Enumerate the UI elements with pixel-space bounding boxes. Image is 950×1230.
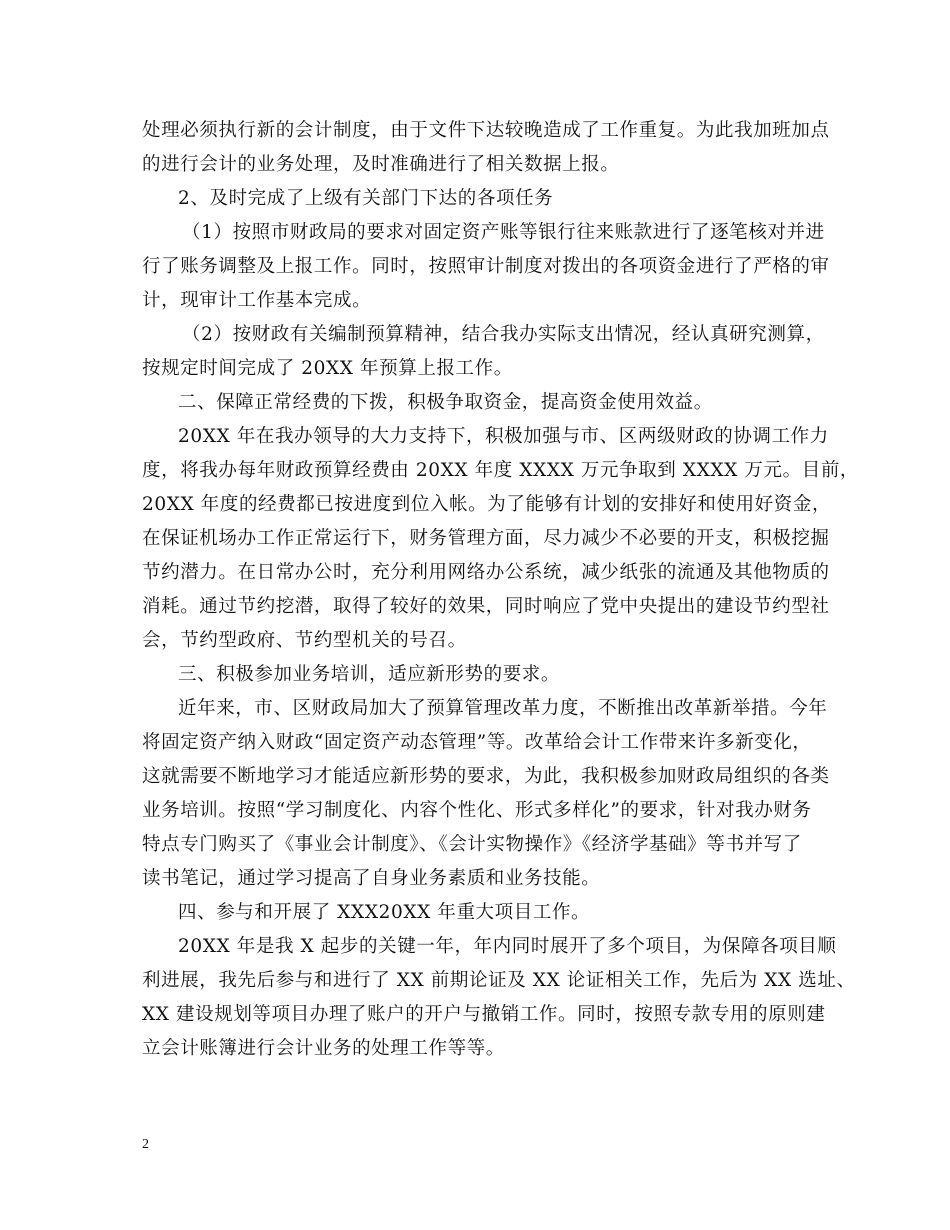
text-line: 会，节约型政府、节约型机关的号召。 bbox=[142, 630, 467, 651]
text-line: 处理必须执行新的会计制度，由于文件下达较晚造成了工作重复。为此我加班加点 bbox=[142, 120, 830, 141]
text-line: 立会计账簿进行会计业务的处理工作等等。 bbox=[142, 1038, 505, 1059]
text-line: 2、及时完成了上级有关部门下达的各项任务 bbox=[178, 188, 554, 209]
section-heading: 二、保障正常经费的下拨，积极争取资金，提高资金使用效益。 bbox=[178, 392, 713, 413]
text-line: 计，现审计工作基本完成。 bbox=[142, 290, 372, 311]
section-heading: 三、积极参加业务培训，适应新形势的要求。 bbox=[178, 664, 561, 685]
section-heading: 四、参与和开展了 XXX20XX 年重大项目工作。 bbox=[178, 902, 591, 923]
text-line: 行了账务调整及上报工作。同时，按照审计制度对拨出的各项资金进行了严格的审 bbox=[142, 256, 830, 277]
text-line: （1）按照市财政局的要求对固定资产账等银行往来账款进行了逐笔核对并进 bbox=[182, 222, 825, 243]
page-number: 2 bbox=[142, 1137, 149, 1152]
text-line: 按规定时间完成了 20XX 年预算上报工作。 bbox=[142, 358, 513, 379]
text-line: 这就需要不断地学习才能适应新形势的要求，为此，我积极参加财政局组织的各类 bbox=[142, 766, 830, 787]
body-text bbox=[142, 114, 860, 1066]
text-line: XX 建设规划等项目办理了账户的开户与撤销工作。同时，按照专款专用的原则建 bbox=[142, 1004, 826, 1025]
text-line: 20XX 年度的经费都已按进度到位入帐。为了能够有计划的安排好和使用好资金， bbox=[142, 494, 832, 515]
text-line: 消耗。通过节约挖潜，取得了较好的效果，同时响应了党中央提出的建设节约型社 bbox=[142, 596, 830, 617]
text-line: 的进行会计的业务处理，及时准确进行了相关数据上报。 bbox=[142, 154, 620, 175]
text-line: 近年来，市、区财政局加大了预算管理改革力度，不断推出改革新举措。今年 bbox=[178, 698, 828, 719]
text-line: 20XX 年在我办领导的大力支持下，积极加强与市、区两级财政的协调工作力 bbox=[178, 426, 829, 447]
text-line: 节约潜力。在日常办公时，充分利用网络办公系统，减少纸张的流通及其他物质的 bbox=[142, 562, 830, 583]
text-line: 将固定资产纳入财政“固定资产动态管理”等。改革给会计工作带来许多新变化， bbox=[142, 732, 812, 753]
text-line: 利进展，我先后参与和进行了 XX 前期论证及 XX 论证相关工作，先后为 XX 选址、 bbox=[142, 970, 856, 991]
text-line: 业务培训。按照“学习制度化、内容个性化、形式多样化”的要求，针对我办财务 bbox=[142, 800, 812, 821]
text-line: 20XX 年是我 X 起步的关键一年，年内同时展开了多个项目，为保障各项目顺 bbox=[178, 936, 837, 957]
text-line: （2）按财政有关编制预算精神，结合我办实际支出情况，经认真研究测算， bbox=[182, 324, 825, 345]
text-line: 读书笔记，通过学习提高了自身业务素质和业务技能。 bbox=[142, 868, 601, 889]
text-line: 在保证机场办工作正常运行下，财务管理方面，尽力减少不必要的开支，积极挖掘 bbox=[142, 528, 830, 549]
text-line: 特点专门购买了《事业会计制度》、《会计实物操作》《经济学基础》等书并写了 bbox=[142, 834, 802, 855]
text-line: 度，将我办每年财政预算经费由 20XX 年度 XXXX 万元争取到 XXXX 万元。目前， bbox=[142, 460, 860, 481]
